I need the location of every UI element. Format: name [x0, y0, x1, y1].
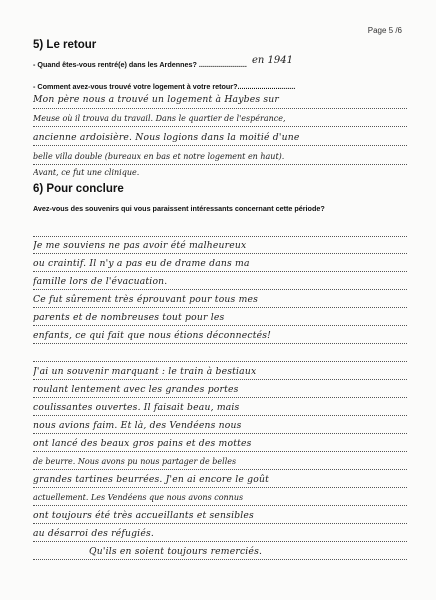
handwritten-line: ont toujours été très accueillants et sensibles	[33, 510, 254, 521]
question-housing-label: - Comment avez-vous trouvé votre logement à votre retour?	[33, 82, 238, 91]
handwritten-line: actuellement. Les Vendéens que nous avons connus	[33, 493, 244, 502]
page-number: Page 5 /6	[367, 26, 402, 35]
handwritten-line: de beurre. Nous avons pu nous partager de belles	[33, 457, 237, 466]
handwritten-line: Meuse où il trouva du travail. Dans le quartier de l'espérance,	[33, 114, 286, 123]
handwritten-line: nous avions faim. Et là, des Vendéens nous	[33, 420, 242, 431]
answer-memories	[33, 236, 407, 576]
handwritten-line: ou craintif. Il n'y a pas eu de drame dans ma	[33, 258, 250, 269]
handwritten-line: J'ai un souvenir marquant : le train à bestiaux	[33, 366, 257, 377]
handwritten-line: Mon père nous a trouvé un logement à Haybes sur	[33, 94, 280, 105]
question-memories: Avez-vous des souvenirs qui vous paraissent intéressants concernant cette période?	[33, 204, 325, 213]
handwritten-line: ont lancé des beaux gros pains et des mottes	[33, 438, 252, 449]
question-return-date: - Quand êtes-vous rentré(e) dans les Ardennes? ........................	[33, 60, 247, 69]
handwritten-line: enfants, ce qui fait que nous étions déconnectés!	[33, 330, 272, 341]
handwritten-line: coulissantes ouvertes. Il faisait beau, mais	[33, 402, 240, 413]
answer-housing	[33, 92, 407, 192]
section-title-conclure: 6) Pour conclure	[33, 183, 124, 195]
handwritten-line: ancienne ardoisière. Nous logions dans la moitié d'une	[33, 132, 300, 143]
handwritten-line: famille lors de l'évacuation.	[33, 276, 168, 287]
handwritten-line: grandes tartines beurrées. J'en ai encore le goût	[33, 474, 269, 485]
handwritten-line: Je me souviens ne pas avoir été malheureux	[33, 240, 247, 251]
handwritten-line: belle villa double (bureaux en bas et notre logement en haut).	[33, 152, 285, 161]
section-title-retour: 5) Le retour	[33, 39, 97, 51]
answer-return-date: en 1941	[252, 55, 293, 66]
handwritten-line: Ce fut sûrement très éprouvant pour tous mes	[33, 294, 259, 305]
question-housing: - Comment avez-vous trouvé votre logement à votre retour?.............................	[33, 82, 296, 91]
handwritten-line: Avant, ce fut une clinique.	[33, 168, 140, 177]
handwritten-line: Qu'ils en soient toujours remerciés.	[89, 546, 263, 557]
handwritten-line: roulant lentement avec les grandes portes	[33, 384, 239, 395]
question-return-date-label: - Quand êtes-vous rentré(e) dans les Ardennes?	[33, 60, 199, 69]
handwritten-line: au désarroi des réfugiés.	[33, 528, 154, 539]
handwritten-line: parents et de nombreuses tout pour les	[33, 312, 225, 323]
